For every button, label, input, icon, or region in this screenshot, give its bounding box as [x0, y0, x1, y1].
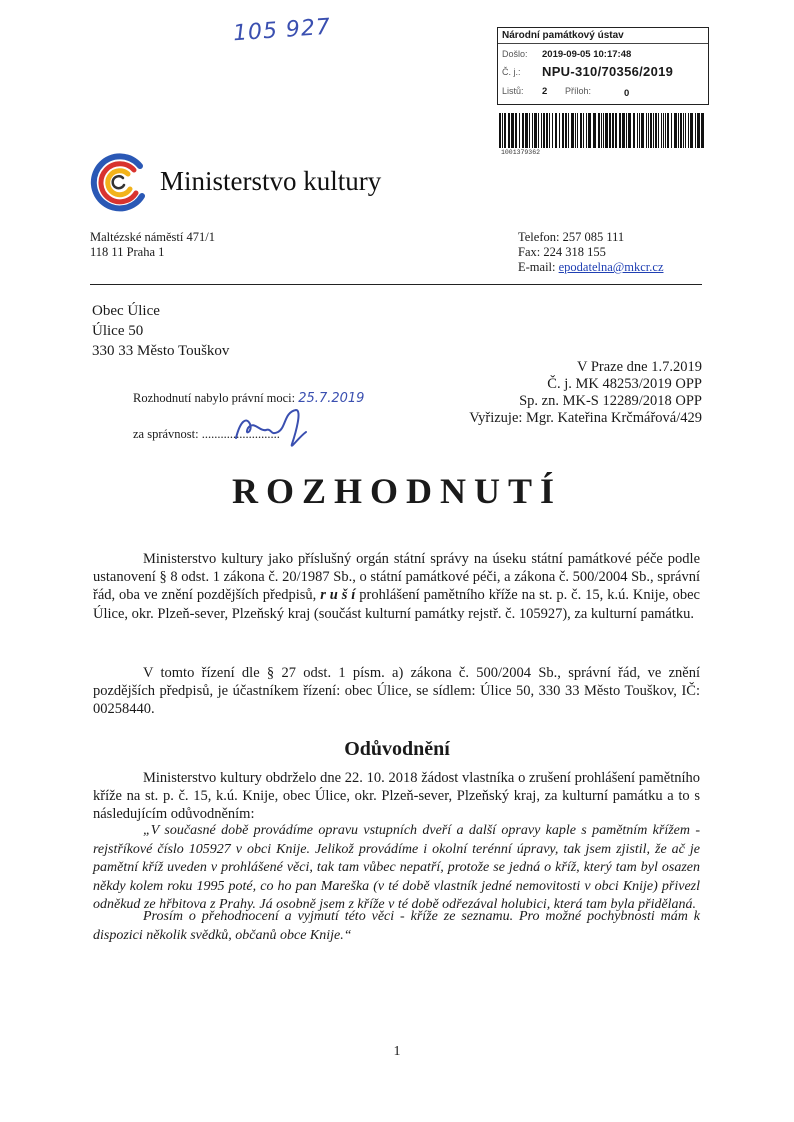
document-ref: Č. j. MK 48253/2019 OPP: [547, 376, 702, 392]
sender-fax: Fax: 224 318 155: [518, 245, 606, 259]
applicant-quote: „V současné době provádíme opravu vstupních dveří a další opravy kaple s pamětním křížem - rejstříkové číslo 105927 v obci Knije. Jelikož provádíme i okolní terénní úpravy, tak jsem zjistil, že ač je pamětní kříž uveden v prohlášené věci, tak tam vůbec nepatří, protože se jedná o kříž, který tam byl osazen někdy kolem roku 1995 poté, co ho pan Mareška (v té době vlastník jedné nemovitosti v obci Knije) přivezl odněkud ze hřbitova z Prahy. Já osobně jsem z kříže v té době odřezával holubici, která tam byla přidělaná.: [93, 823, 700, 913]
email-link[interactable]: epodatelna@mkcr.cz: [558, 260, 664, 274]
recipient-line3: 330 33 Město Touškov: [92, 343, 230, 359]
sender-contacts: [518, 230, 664, 275]
decision-paragraph: [93, 550, 700, 623]
stamp-received-label: Došlo:: [502, 49, 528, 59]
correctness-dots: .........................: [201, 427, 280, 441]
stamp-institution: Národní památkový ústav: [502, 30, 624, 41]
sender-phone: Telefon: 257 085 111: [518, 230, 625, 244]
recipient-line2: Úlice 50: [92, 323, 144, 339]
decision-emphasis: r u š í: [320, 587, 356, 604]
proceedings-paragraph: V tomto řízení dle § 27 odst. 1 písm. a) zákona č. 500/2004 Sb., správní řád, ve znění pozdějších předpisů, je účastníkem řízení: obec Úlice, se sídlem: Úlice 50, 330 33 Město Touškov, IČ: 00258440.: [93, 665, 700, 718]
stamp-divider: [498, 43, 708, 44]
reasoning-heading: Odůvodnění: [344, 738, 450, 760]
recipient-address: [92, 301, 229, 361]
page-number: 1: [393, 1044, 401, 1059]
registry-stamp: [497, 27, 709, 105]
document-file-number: Sp. zn. MK-S 12289/2018 OPP: [519, 393, 702, 409]
email-label: E-mail:: [518, 260, 559, 274]
decision-heading: ROZHODNUTÍ: [231, 471, 563, 511]
decision-text-before: Ministerstvo kultury jako příslušný orgán státní správy na úseku státní památkové péče podle ustanovení § 8 odst. 1 zákona č. 20/1987 Sb., o státní památkové péči, a zákona č. 500/2004 Sb., správní řád, oba ve znění pozdějších předpisů,: [93, 551, 700, 604]
stamp-attachments-value: 0: [624, 88, 630, 99]
sender-address-line2: 118 11 Praha 1: [90, 245, 165, 259]
legal-force-date: 25.7.2019: [298, 391, 365, 406]
stamp-sheets-value: 2: [542, 86, 548, 97]
recipient-line1: Obec Úlice: [92, 303, 160, 319]
handwritten-number: 105 927: [232, 14, 332, 47]
ministry-logo-icon: [90, 152, 150, 212]
barcode: [499, 113, 707, 148]
stamp-attachments-label: Příloh:: [565, 86, 592, 96]
stamp-received-value: 2019-09-05 10:17:48: [542, 49, 632, 60]
document-date: V Praze dne 1.7.2019: [577, 359, 702, 375]
sender-address-line1: Maltézské náměstí 471/1: [90, 230, 215, 244]
handwritten-signature: [226, 402, 326, 452]
sender-address: [90, 230, 215, 260]
ministry-name: Ministerstvo kultury: [160, 166, 382, 196]
decision-text-after: prohlášení pamětního kříže na st. p. č. 15, k.ú. Knije, obec Úlice, okr. Plzeň-sever, Plzeňský kraj (součást kulturní památky rejstř. č. 105927), za kulturní památku.: [93, 587, 700, 622]
correctness-label: za správnost:: [133, 427, 202, 441]
sender-email-line: [518, 260, 664, 275]
stamp-ref-value: NPU-310/70356/2019: [542, 64, 674, 79]
applicant-quote-continued: Prosím o přehodnocení a vyjmutí této věci - kříže ze seznamu. Pro možné pochybnosti mám k dispozici několik svědků, občanů obce Knije.“: [93, 909, 700, 943]
header-divider: [90, 284, 702, 285]
document-meta: [469, 359, 702, 427]
stamp-sheets-label: Listů:: [502, 86, 524, 96]
barcode-number: 1001379362: [501, 149, 541, 156]
document-handler: Vyřizuje: Mgr. Kateřina Krčmářová/429: [469, 410, 702, 426]
reasoning-paragraph: Ministerstvo kultury obdrželo dne 22. 10. 2018 žádost vlastníka o zrušení prohlášení pamětního kříže na st. p. č. 15, k.ú. Knije, obec Úlice, okr. Plzeň-sever, Plzeňský kraj, za kulturní památku a to s následujícím odůvodněním:: [93, 770, 700, 823]
legal-force-label: Rozhodnutí nabylo právní moci:: [133, 391, 299, 405]
stamp-ref-label: Č. j.:: [502, 67, 521, 77]
